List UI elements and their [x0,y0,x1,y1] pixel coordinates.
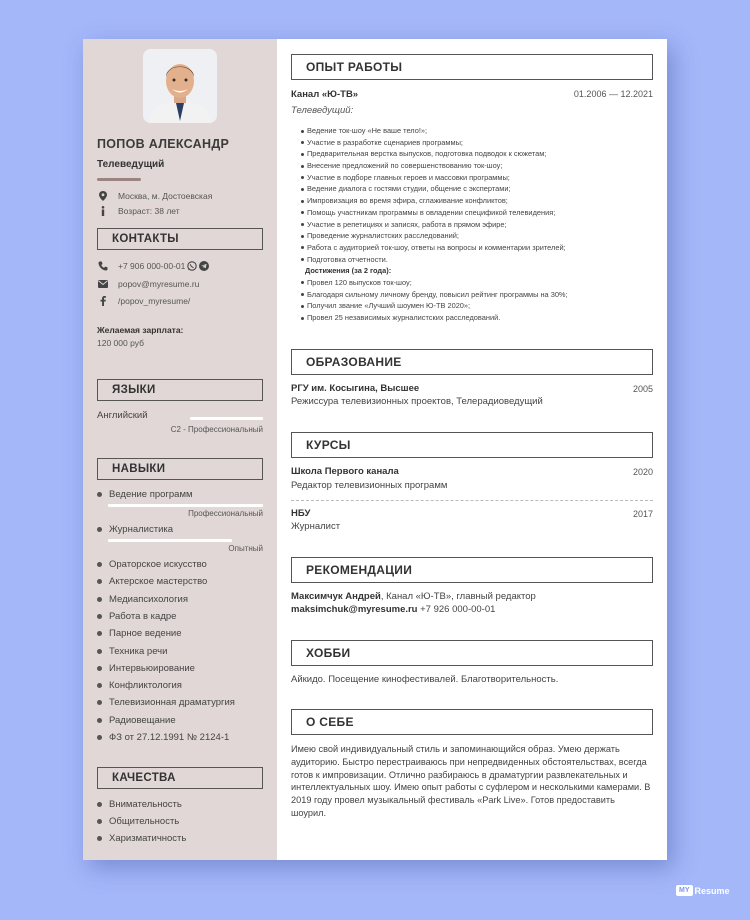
logo-my: MY [676,885,693,896]
bullet-dot [97,492,102,497]
bullet-dot [97,666,102,671]
achievement-item: Провел 25 независимых журналистских расследований. [291,312,661,324]
info-icon [97,205,109,217]
quality-item [97,833,186,844]
recommendations-heading: РЕКОМЕНДАЦИИ [291,557,653,583]
job-duty-item: Проведение журналистских расследований; [291,230,661,242]
skill-name: Ораторское искусство [109,559,207,570]
skill-name: Работа в кадре [109,610,177,622]
bullet-dot [97,631,102,636]
bullet-dot [97,614,102,619]
email-row [97,278,199,290]
course-name: Школа Первого канала [291,466,399,477]
job-duty-item: Импровизация во время эфира, сглаживание конфликтов; [291,195,661,207]
job-duty-item: Помощь участникам программы в овладении спецификой телевидения; [291,207,661,219]
skill-level: Профессиональный [188,509,263,518]
job-duty-item: Ведение диалога с гостями студии, общение с экспертами; [291,183,661,195]
job-duty-item: Участие в разработке сценариев программы; [291,137,661,149]
recommender-phone[interactable]: +7 926 000-00-01 [417,604,496,615]
bullet-dot [97,579,102,584]
job-duty-item: Участие в репетициях и записях, работа в прямом эфире; [291,219,661,231]
skill-level-bar [108,539,232,542]
envelope-icon [97,278,109,290]
job-company: Канал «Ю-ТВ» [291,89,359,100]
skills-heading: НАВЫКИ [97,458,263,480]
telegram-icon[interactable] [199,261,209,271]
language-name: Английский [97,410,148,421]
skill-name: Парное ведение [109,628,182,640]
achievement-item: Провел 120 выпусков ток-шоу; [291,277,661,289]
skill-item [97,646,167,657]
languages-heading: ЯЗЫКИ [97,379,263,401]
age-row [97,205,180,217]
course-year: 2020 [632,467,653,477]
skill-name: ФЗ от 27.12.1991 № 2124-1 [109,732,230,743]
job-duties-list [291,125,661,324]
location-pin-icon [97,190,109,202]
bullet-dot [97,718,102,723]
salary-label: Желаемая зарплата: [97,325,184,335]
skill-item [97,715,176,726]
about-text: Имею свой индивидуальный стиль и запоминающийся образ. Умею держать аудиторию. Быстро перестраиваюсь при непредвиденных обстоятельствах, всегда готов к импровизации. Отлично разбираюсь в драматургии развлекательных и интеллектуальных шоу. Имею опыт работы с суфлером и несколькими камерами. В 2019 году провел музыкальный фестиваль «Park Live». Готов предоставить шоурил. [291,744,651,818]
contacts-heading: КОНТАКТЫ [97,228,263,250]
course-year: 2017 [632,509,653,519]
skill-name: Техника речи [109,645,168,657]
skill-name: Телевизионная драматургия [109,697,235,709]
skill-item [97,611,176,622]
bullet-dot [97,527,102,532]
bullet-dot [97,649,102,654]
skill-name: Конфликтология [109,680,182,692]
job-dates: 01.2006 — 12.2021 [573,89,653,99]
phone-row [97,260,209,272]
skill-item [97,576,207,587]
experience-heading: ОПЫТ РАБОТЫ [291,54,653,80]
skill-item [97,489,193,500]
education-heading: ОБРАЗОВАНИЕ [291,349,653,375]
achievement-item: Получил звание «Лучший шоумен Ю-ТВ 2020»; [291,300,661,312]
achievements-label: Достижения (за 2 года): [305,266,392,276]
job-duty-item: Работа с аудиторией ток-шоу, ответы на вопросы и комментарии зрителей; [291,242,661,254]
skill-item [97,524,173,535]
language-level: С2 - Профессиональный [170,425,263,434]
bullet-dot [97,597,102,602]
profile-photo [143,49,217,123]
skill-item [97,594,188,605]
qualities-heading: КАЧЕСТВА [97,767,263,789]
recommender-name: Максимчук Андрей [291,591,381,602]
sidebar [83,39,277,860]
facebook-icon [97,295,109,307]
candidate-title: Телеведущий [97,159,165,170]
main-content [277,39,667,860]
resume-page [83,39,667,860]
recommender-details: , Канал «Ю-ТВ», главный редактор [380,591,536,602]
skill-level: Опытный [228,544,263,553]
location-text: Москва, м. Достоевская [118,191,213,201]
accent-divider [97,178,141,181]
facebook-row [97,295,190,307]
course-divider [291,500,653,501]
skill-item [97,732,229,743]
bullet-dot [97,562,102,567]
skill-item [97,697,235,708]
skill-item [97,628,182,639]
skill-item [97,680,182,691]
quality-item [97,799,182,810]
achievement-item: Благодаря сильному личному бренду, повысил рейтинг программы на 30%; [291,289,661,301]
education-specialty: Режиссура телевизионных проектов, Телерадиоведущий [291,396,543,407]
job-duty-item: Подготовка отчетности. [291,254,661,266]
age-text: Возраст: 38 лет [118,206,180,216]
quality-name: Внимательность [109,799,182,810]
job-duty-item: Ведение ток-шоу «Не ваше тело!»; [291,125,661,137]
salary-value: 120 000 руб [97,338,144,348]
job-duty-item: Внесение предложений по совершенствованию ток-шоу; [291,160,661,172]
skill-item [97,559,207,570]
hobbies-heading: ХОББИ [291,640,653,666]
job-position: Телеведущий: [291,105,354,116]
bullet-dot [97,836,102,841]
bullet-dot [97,683,102,688]
education-school: РГУ им. Косыгина, Высшее [291,383,420,394]
bullet-dot [97,735,102,740]
job-duty-item: Предварительная верстка выпусков, подготовка подводок к сюжетам; [291,148,661,160]
education-year: 2005 [632,384,653,394]
email-text[interactable]: popov@myresume.ru [118,279,200,289]
recommendation-contact [291,604,495,615]
skill-name: Интервьюирование [109,662,195,674]
candidate-name: ПОПОВ АЛЕКСАНДР [97,137,230,151]
phone-text[interactable]: +7 906 000-00-01 [118,261,186,271]
skill-name: Актерское мастерство [109,576,208,588]
about-heading: О СЕБЕ [291,709,653,735]
facebook-text[interactable]: /popov_myresume/ [118,296,191,306]
skill-name: Ведение программ [109,489,193,500]
bullet-dot [97,700,102,705]
quality-name: Харизматичность [109,833,187,844]
phone-icon [97,260,109,272]
skill-name: Медиапсихология [109,593,188,605]
quality-name: Общительность [109,816,180,827]
course-detail: Редактор телевизионных программ [291,480,448,491]
location-row [97,190,212,202]
skill-name: Радиовещание [109,714,176,726]
language-level-bar [190,417,263,420]
hobbies-text: Айкидо. Посещение кинофестивалей. Благотворительность. [291,674,559,685]
recommender-email[interactable]: maksimchuk@myresume.ru [291,604,418,615]
myresume-logo [676,885,730,896]
skill-name: Журналистика [109,524,174,535]
quality-item [97,816,179,827]
bullet-dot [97,819,102,824]
job-duty-item: Участие в подборе главных героев и массовки программы; [291,172,661,184]
whatsapp-icon[interactable] [187,261,197,271]
logo-resume: Resume [694,885,730,896]
course-detail: Журналист [291,521,341,532]
bullet-dot [97,802,102,807]
course-name: НБУ [291,508,311,519]
skill-item [97,663,195,674]
courses-heading: КУРСЫ [291,432,653,458]
recommendation-line [291,591,536,602]
skill-level-bar [108,504,263,507]
